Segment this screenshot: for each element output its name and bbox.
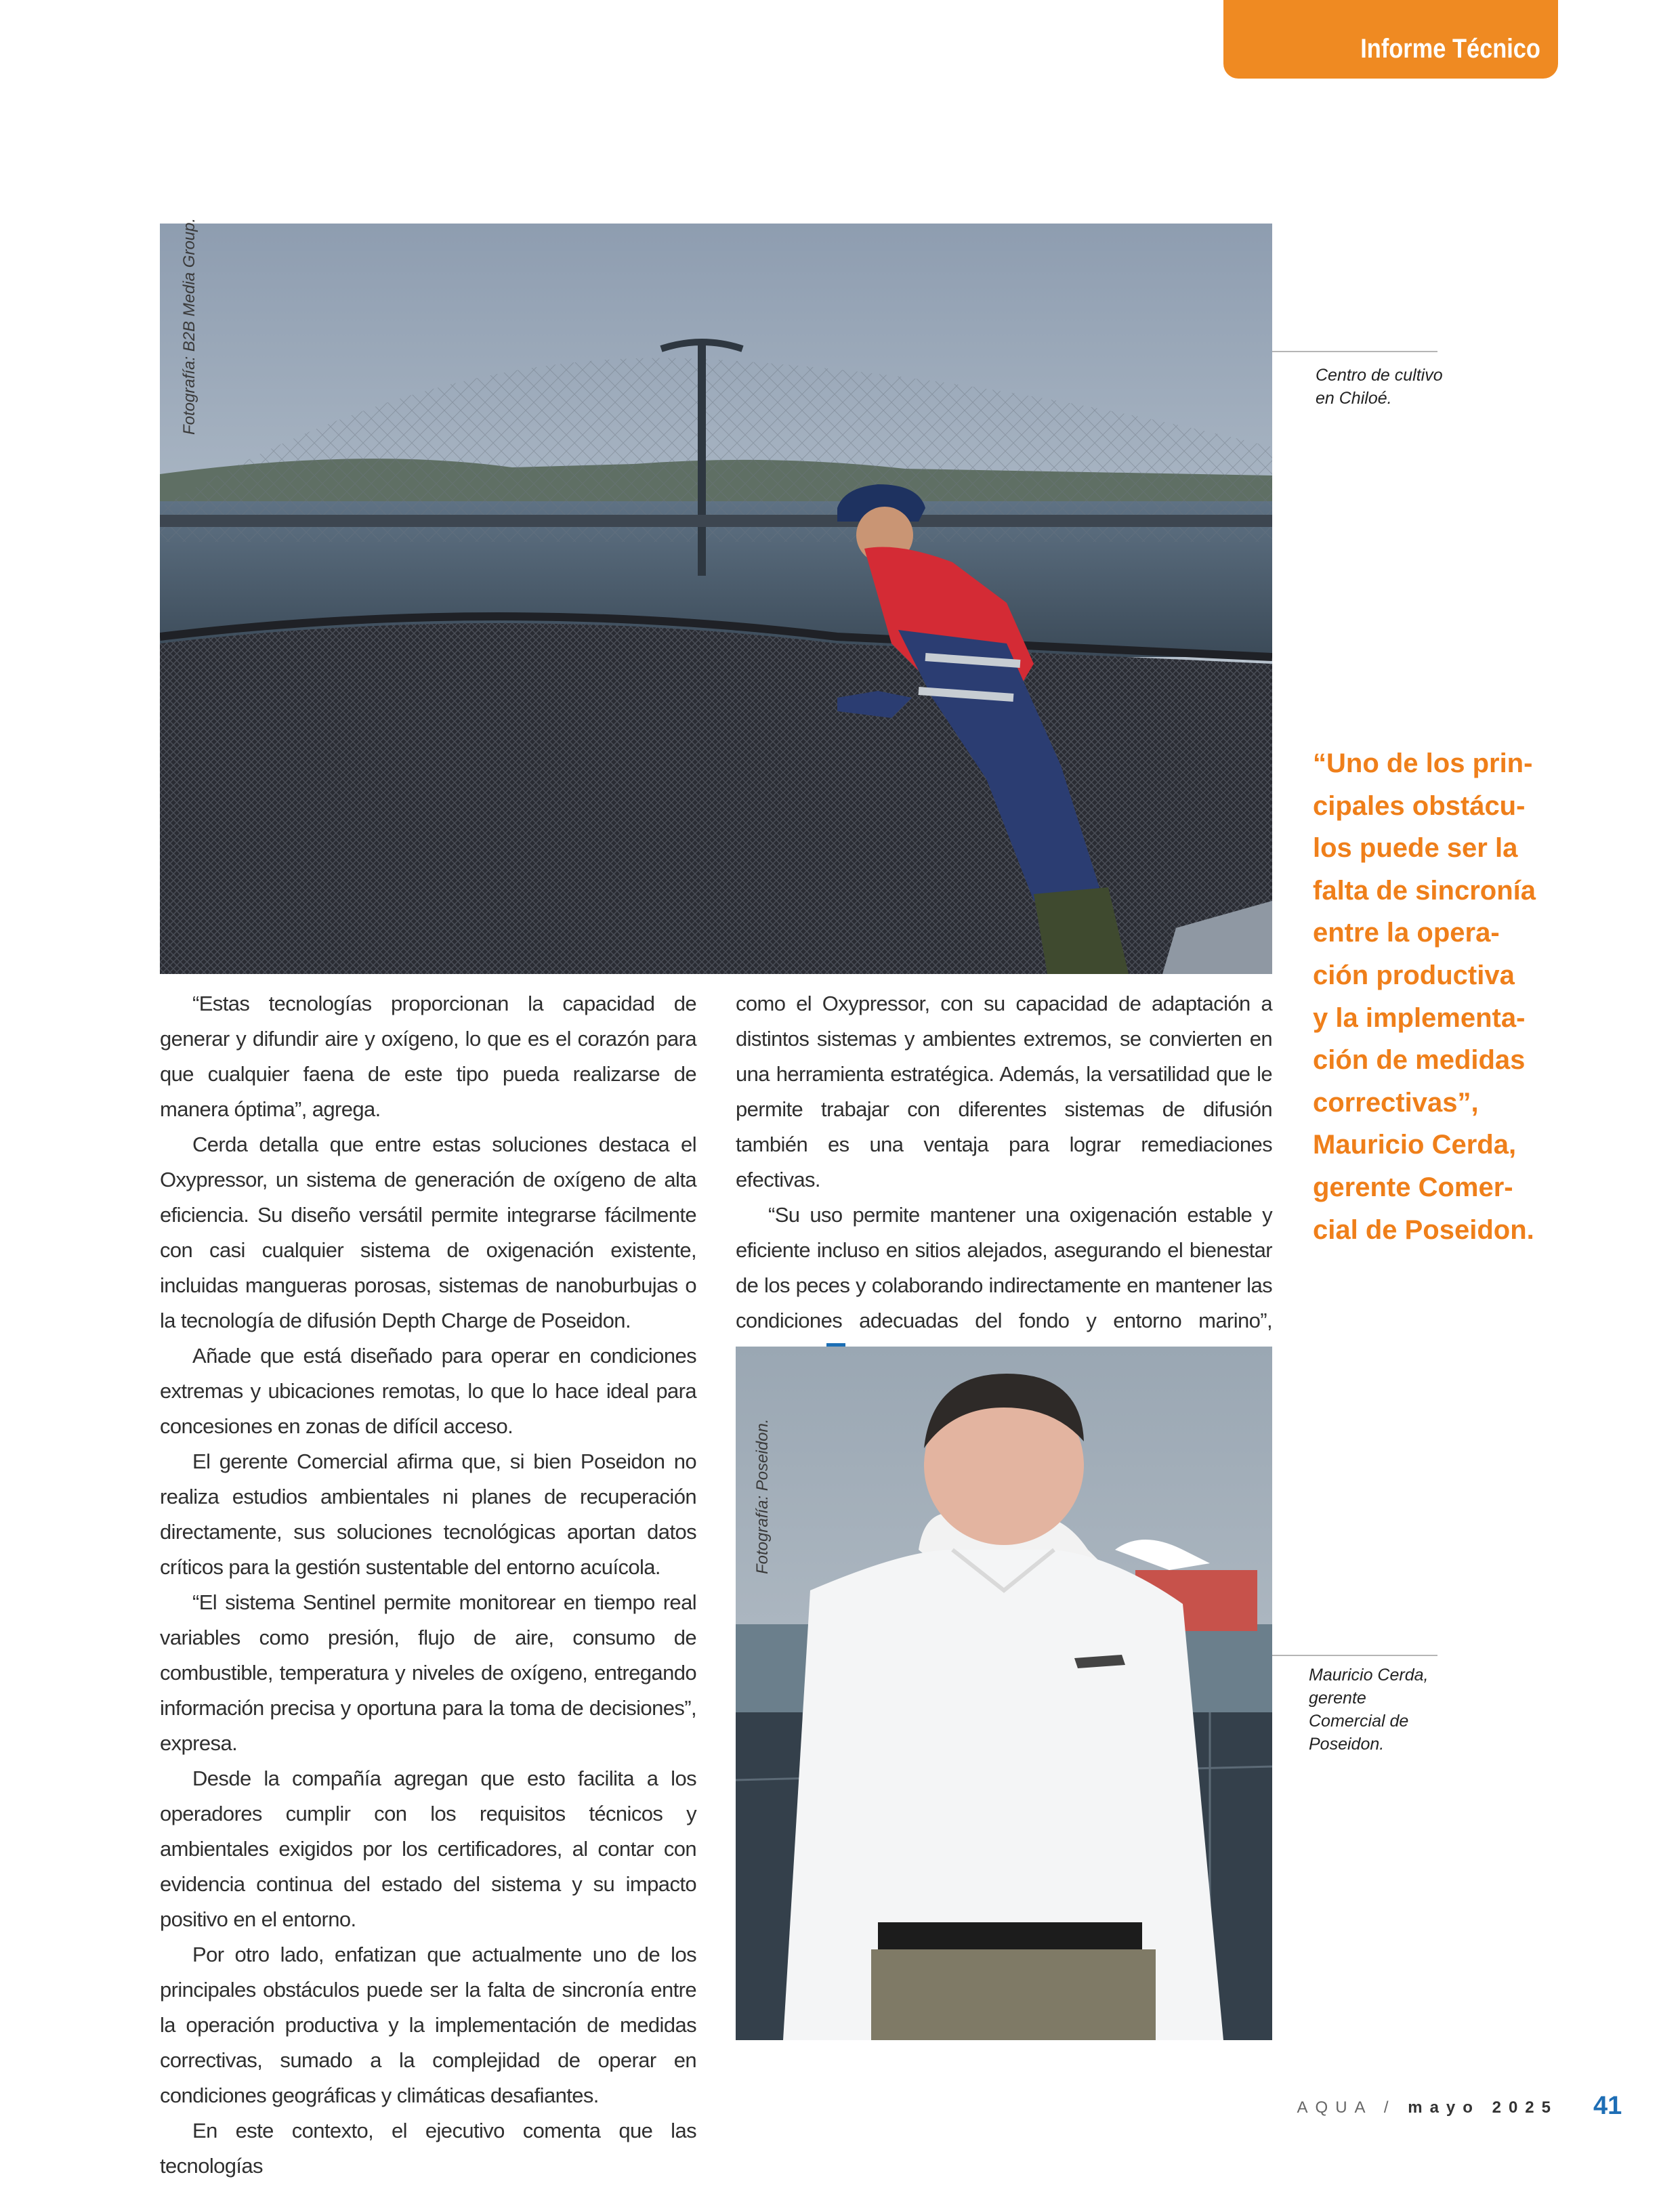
paragraph: “El sistema Sentinel permite monitorear en tiempo real variables como presión, flujo de aire, consumo de combustible, temperatura y niveles de oxígeno, entregando información precisa y oportuna para la toma de decisiones”, expresa. [160,1590,696,1755]
section-label: Informe Técnico [1360,34,1540,64]
footer-separator: / [1383,2098,1396,2117]
paragraph: Desde la compañía agregan que esto facilita a los operadores cumplir con los requisitos técnicos y ambientales exigidos por los certificadores, al contar con evidencia continua del estado del sistema y su impacto positivo en el entorno. [160,1767,696,1931]
paragraph: “Estas tecnologías proporcionan la capacidad de generar y difundir aire y oxígeno, lo que es el corazón para que cualquier faena de este tipo pueda realizarse de manera óptima”, agrega. [160,992,696,1121]
page-number: 41 [1593,2092,1622,2120]
publication-name: AQUA [1297,2098,1372,2117]
caption-rule-bottom [1272,1655,1437,1656]
photo-caption-bottom: Mauricio Cerda, gerente Comercial de Poseidon. [1309,1666,1429,1754]
fish-farm-photo [160,224,1272,974]
issue-date: mayo 2025 [1408,2098,1558,2117]
paragraph: Por otro lado, enfatizan que actualmente uno de los principales obstáculos puede ser la falta de sincronía entre la operación productiva y la implementación de medidas correctivas, sumado a la complejidad de operar en condiciones geográficas y climáticas desafiantes. [160,1943,696,2107]
paragraph: En este contexto, el ejecutivo comenta que las tecnologías [160,2119,696,2178]
portrait-photo [736,1347,1272,2040]
photo-credit-top: Fotografía: B2B Media Group. [180,217,198,435]
paragraph: como el Oxypressor, con su capacidad de adaptación a distintos sistemas y ambientes extremos, se convierten en una herramienta estratégica. Además, la versatilidad que le permite trabajar con diferentes sistemas de difusión también es una ventaja para lograr remediaciones efectivas. [736,992,1272,1191]
paragraph-text: “Su uso permite mantener una oxigenación estable y eficiente incluso en sitios alejados, asegurando el bienestar de los peces y colaborando indirectamente en mantener las condiciones adecuadas del fondo y entorno marino”, [736,1203,1272,1332]
paragraph: El gerente Comercial afirma que, si bien Poseidon no realiza estudios ambientales ni planes de recuperación directamente, sus soluciones tecnológicas aportan datos críticos para la gestión sustentable del entorno acuícola. [160,1450,696,1579]
photo-credit-bottom: Fotografía: Poseidon. [753,1418,772,1574]
paragraph: Cerda detalla que entre estas soluciones destaca el Oxypressor, un sistema de generación de oxígeno de alta eficiencia. Su diseño versátil permite integrarse fácilmente con casi cualquier sistema de oxigenación existente, incluidas mangueras porosas, sistemas de nanoburbujas o la tecnología de difusión Depth Charge de Poseidon. [160,1133,696,1332]
caption-rule-top [1272,351,1437,352]
column-middle [736,986,1272,1374]
paragraph: Añade que está diseñado para operar en condiciones extremas y ubicaciones remotas, lo que lo hace ideal para concesiones en zonas de difícil acceso. [160,1344,696,1438]
column-left [160,986,696,2184]
pull-quote: “Uno de los prin- cipales obstácu- los puede ser la falta de sincronía entre la opera- ción productiva y la implementa- ción de medidas correctivas”, Mauricio Cerda, gerente Comer- cial de Poseidon. [1313,748,1536,1245]
footer [1297,2098,1558,2117]
section-tab [1223,0,1558,79]
photo-caption-top: Centro de cultivo en Chiloé. [1316,366,1443,408]
